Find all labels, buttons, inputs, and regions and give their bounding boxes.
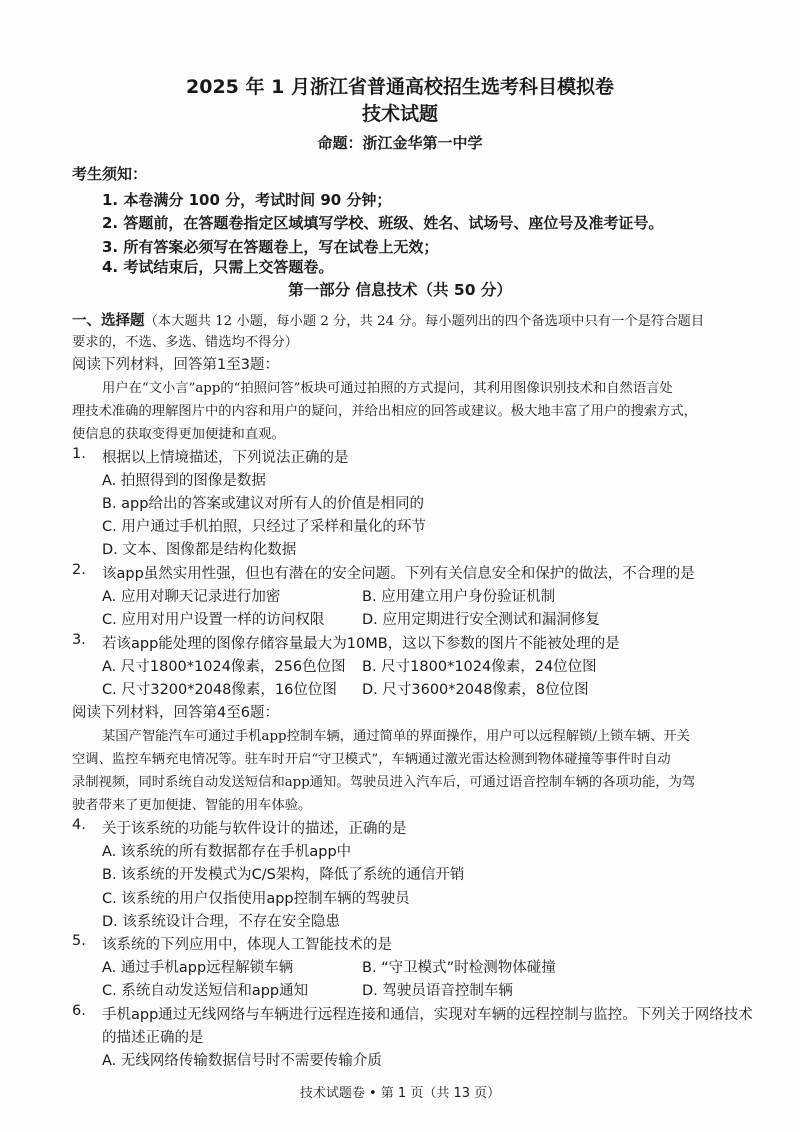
section-heading: 一、选择题 [72,313,145,329]
option-d: D. 文本、图像都是结构化数据 [102,542,297,558]
option-a: A. 尺寸1800*1024像素，256色位图 [102,659,346,675]
section-desc: 要求的，不选、多选、错选均不得分） [72,335,299,350]
option-a: A. 无线网络传输数据信号时不需要传输介质 [102,1053,382,1069]
reading-paragraph-line: 用户在“文小言”app的“拍照问答”板块可通过拍照的方式提问，其利用图像识别技术和自然语言处 [102,381,673,396]
option-c: C. 应用对用户设置一样的访问权限 [102,612,325,628]
notice-item: 1. 本卷满分 100 分，考试时间 90 分钟； [102,191,392,209]
option-a: A. 拍照得到的图像是数据 [102,473,266,489]
option-a: A. 通过手机app远程解锁车辆 [102,960,294,976]
exam-author: 命题：浙江金华第一中学 [317,134,483,152]
option-c: C. 该系统的用户仅指使用app控制车辆的驾驶员 [102,891,410,907]
reading-paragraph-line: 驶者带来了更加便捷、智能的用车体验。 [72,798,312,813]
option-d: D. 驾驶员语音控制车辆 [362,983,513,999]
question-stem: 的描述正确的是 [102,1030,204,1046]
section-desc: （本大题共 12 小题，每小题 2 分，共 24 分。每小题列出的四个备选项中只有一个是符合题目 [144,314,705,329]
question-stem: 该系统的下列应用中，体现人工智能技术的是 [102,937,392,953]
option-b: B. 应用建立用户身份验证机制 [362,589,556,605]
option-d: D. 应用定期进行安全测试和漏洞修复 [362,612,600,628]
question-stem: 关于该系统的功能与软件设计的描述，正确的是 [102,821,407,837]
exam-title: 2025 年 1 月浙江省普通高校招生选考科目模拟卷 [186,76,614,98]
question-number: 4. [72,817,86,833]
reading-paragraph-line: 使信息的获取变得更加便捷和直观。 [72,427,285,442]
notice-item: 2. 答题前，在答题卷指定区域填写学校、班级、姓名、试场号、座位号及准考证号。 [102,214,664,232]
reading-paragraph-line: 理技术准确的理解图片中的内容和用户的疑问，并给出相应的回答或建议。极大地丰富了用户的搜索方式， [72,404,697,419]
reading-intro: 阅读下列材料，回答第1至3题： [72,357,279,373]
option-b: B. 尺寸1800*1024像素，24位位图 [362,659,597,675]
option-b: B. “守卫模式”时检测物体碰撞 [362,960,556,976]
reading-paragraph-line: 录制视频，同时系统自动发送短信和app通知。驾驶员进入汽车后，可通过语音控制车辆的各项功能，为驾 [72,775,696,790]
question-number: 2. [72,562,86,578]
option-b: B. app给出的答案或建议对所有人的价值是相同的 [102,496,424,512]
question-number: 3. [72,632,86,648]
section-heading-line [72,309,704,330]
question-stem: 该app虽然实用性强，但也有潜在的安全问题。下列有关信息安全和保护的做法，不合理的是 [102,566,695,582]
page-footer: 技术试题卷 • 第 1 页（共 13 页） [299,1086,501,1101]
question-stem: 根据以上情境描述，下列说法正确的是 [102,450,349,466]
notice-item: 3. 所有答案必须写在答题卷上，写在试卷上无效； [102,238,439,256]
option-a: A. 该系统的所有数据都存在手机app中 [102,844,352,860]
question-stem: 手机app通过无线网络与车辆进行远程连接和通信，实现对车辆的远程控制与监控。下列关于网络技术 [102,1007,753,1023]
question-number: 6. [72,1003,86,1019]
exam-subtitle: 技术试题 [361,103,438,125]
option-c: C. 用户通过手机拍照，只经过了采样和量化的环节 [102,519,426,535]
option-b: B. 该系统的开发模式为C/S架构，降低了系统的通信开销 [102,867,465,883]
notice-heading: 考生须知： [72,165,148,183]
option-a: A. 应用对聊天记录进行加密 [102,589,281,605]
reading-paragraph-line: 空调、监控车辆充电情况等。驻车时开启“守卫模式”，车辆通过激光雷达检测到物体碰撞等事件时自动 [72,752,671,767]
option-d: D. 尺寸3600*2048像素，8位位图 [362,682,589,698]
reading-intro: 阅读下列材料，回答第4至6题： [72,705,279,721]
option-c: C. 系统自动发送短信和app通知 [102,983,309,999]
reading-paragraph-line: 某国产智能汽车可通过手机app控制车辆，通过简单的界面操作，用户可以远程解锁/上锁车辆、开关 [102,729,690,744]
question-stem: 若该app能处理的图像存储容量最大为10MB，这以下参数的图片不能被处理的是 [102,636,620,652]
question-number: 1. [72,446,86,462]
option-c: C. 尺寸3200*2048像素，16位位图 [102,682,337,698]
question-number: 5. [72,933,86,949]
option-d: D. 该系统设计合理，不存在安全隐患 [102,914,340,930]
part-title: 第一部分 信息技术（共 50 分） [288,281,512,299]
notice-item: 4. 考试结束后，只需上交答题卷。 [102,258,334,276]
